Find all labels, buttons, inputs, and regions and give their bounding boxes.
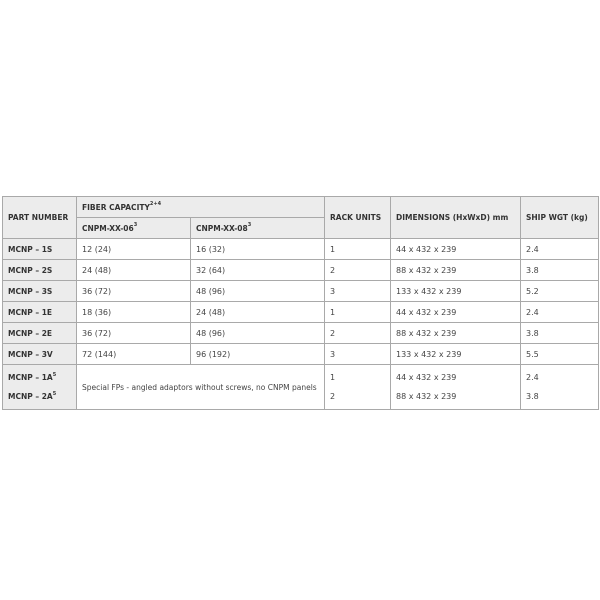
table-row bbox=[3, 260, 599, 281]
special-part-numbers-cell bbox=[3, 365, 77, 410]
special-ship-weight-2: 3.8 bbox=[526, 392, 539, 401]
capacity-08-cell: 96 (192) bbox=[191, 344, 325, 365]
capacity-06-cell: 36 (72) bbox=[77, 281, 191, 302]
rack-units-cell: 3 bbox=[325, 281, 391, 302]
capacity-08-cell: 16 (32) bbox=[191, 239, 325, 260]
rack-units-cell: 2 bbox=[325, 323, 391, 344]
ship-weight-cell: 5.2 bbox=[521, 281, 599, 302]
special-ship-weight-1: 2.4 bbox=[526, 373, 539, 382]
part-number-cell: MCNP – 2S bbox=[3, 260, 77, 281]
header-cnpm-06: CNPM-$XX-06^3$ bbox=[77, 218, 191, 239]
dimensions-cell: 88 x 432 x 239 bbox=[391, 323, 521, 344]
capacity-06-cell: 36 (72) bbox=[77, 323, 191, 344]
header-ship-weight: SHIP WGT (kg) bbox=[521, 197, 599, 239]
capacity-08-cell: 32 (64) bbox=[191, 260, 325, 281]
part-number-cell: MCNP – 3S bbox=[3, 281, 77, 302]
dimensions-cell: 88 x 432 x 239 bbox=[391, 260, 521, 281]
part-number-cell: MCNP – 2E bbox=[3, 323, 77, 344]
ship-weight-cell: 5.5 bbox=[521, 344, 599, 365]
special-rack-unit-2: 2 bbox=[330, 392, 336, 401]
dimensions-cell: 133 x 432 x 239 bbox=[391, 281, 521, 302]
capacity-08-cell: 24 (48) bbox=[191, 302, 325, 323]
header-rack-units: RACK UNITS bbox=[325, 197, 391, 239]
table-row bbox=[3, 323, 599, 344]
capacity-06-cell: 24 (48) bbox=[77, 260, 191, 281]
special-dimensions-2: 88 x 432 x 239 bbox=[396, 392, 457, 401]
dimensions-cell: 133 x 432 x 239 bbox=[391, 344, 521, 365]
table-row bbox=[3, 344, 599, 365]
header-row bbox=[3, 197, 599, 218]
capacity-08-cell: 48 (96) bbox=[191, 281, 325, 302]
special-part-1: MCNP – $1A^5$ bbox=[8, 371, 57, 382]
special-rack-units-cell bbox=[325, 365, 391, 410]
header-part-number: PART NUMBER bbox=[3, 197, 77, 239]
part-number-cell: MCNP – 1E bbox=[3, 302, 77, 323]
footnote-marker: 5 bbox=[52, 371, 57, 378]
rack-units-cell: 1 bbox=[325, 302, 391, 323]
special-dimensions-cell bbox=[391, 365, 521, 410]
footnote-marker: 5 bbox=[52, 390, 57, 397]
capacity-06-cell: 12 (24) bbox=[77, 239, 191, 260]
ship-weight-cell: 2.4 bbox=[521, 302, 599, 323]
special-part-2: MCNP – $2A^5$ bbox=[8, 390, 57, 401]
special-ship-weight-cell bbox=[521, 365, 599, 410]
specifications-table bbox=[2, 196, 599, 410]
table-row bbox=[3, 239, 599, 260]
header-cnpm-08: CNPM-$XX-08^3$ bbox=[191, 218, 325, 239]
header-fiber-capacity: FIBER $CAPACITY^{2+4}$ bbox=[77, 197, 325, 218]
header-dimensions: DIMENSIONS (HxWxD) mm bbox=[391, 197, 521, 239]
special-row bbox=[3, 365, 599, 410]
rack-units-cell: 1 bbox=[325, 239, 391, 260]
dimensions-cell: 44 x 432 x 239 bbox=[391, 302, 521, 323]
footnote-marker: 3 bbox=[133, 222, 138, 228]
ship-weight-cell: 2.4 bbox=[521, 239, 599, 260]
special-dimensions-1: 44 x 432 x 239 bbox=[396, 373, 457, 382]
ship-weight-cell: 3.8 bbox=[521, 260, 599, 281]
part-number-cell: MCNP – 1S bbox=[3, 239, 77, 260]
footnote-marker: 2+4 bbox=[149, 201, 162, 207]
capacity-08-cell: 48 (96) bbox=[191, 323, 325, 344]
rack-units-cell: 2 bbox=[325, 260, 391, 281]
ship-weight-cell: 3.8 bbox=[521, 323, 599, 344]
special-note-cell: Special FPs - angled adaptors without screws, no CNPM panels bbox=[77, 365, 325, 410]
part-number-cell: MCNP – 3V bbox=[3, 344, 77, 365]
capacity-06-cell: 72 (144) bbox=[77, 344, 191, 365]
table-row bbox=[3, 281, 599, 302]
dimensions-cell: 44 x 432 x 239 bbox=[391, 239, 521, 260]
footnote-marker: 3 bbox=[247, 222, 252, 228]
special-rack-unit-1: 1 bbox=[330, 373, 336, 382]
rack-units-cell: 3 bbox=[325, 344, 391, 365]
table-row bbox=[3, 302, 599, 323]
capacity-06-cell: 18 (36) bbox=[77, 302, 191, 323]
